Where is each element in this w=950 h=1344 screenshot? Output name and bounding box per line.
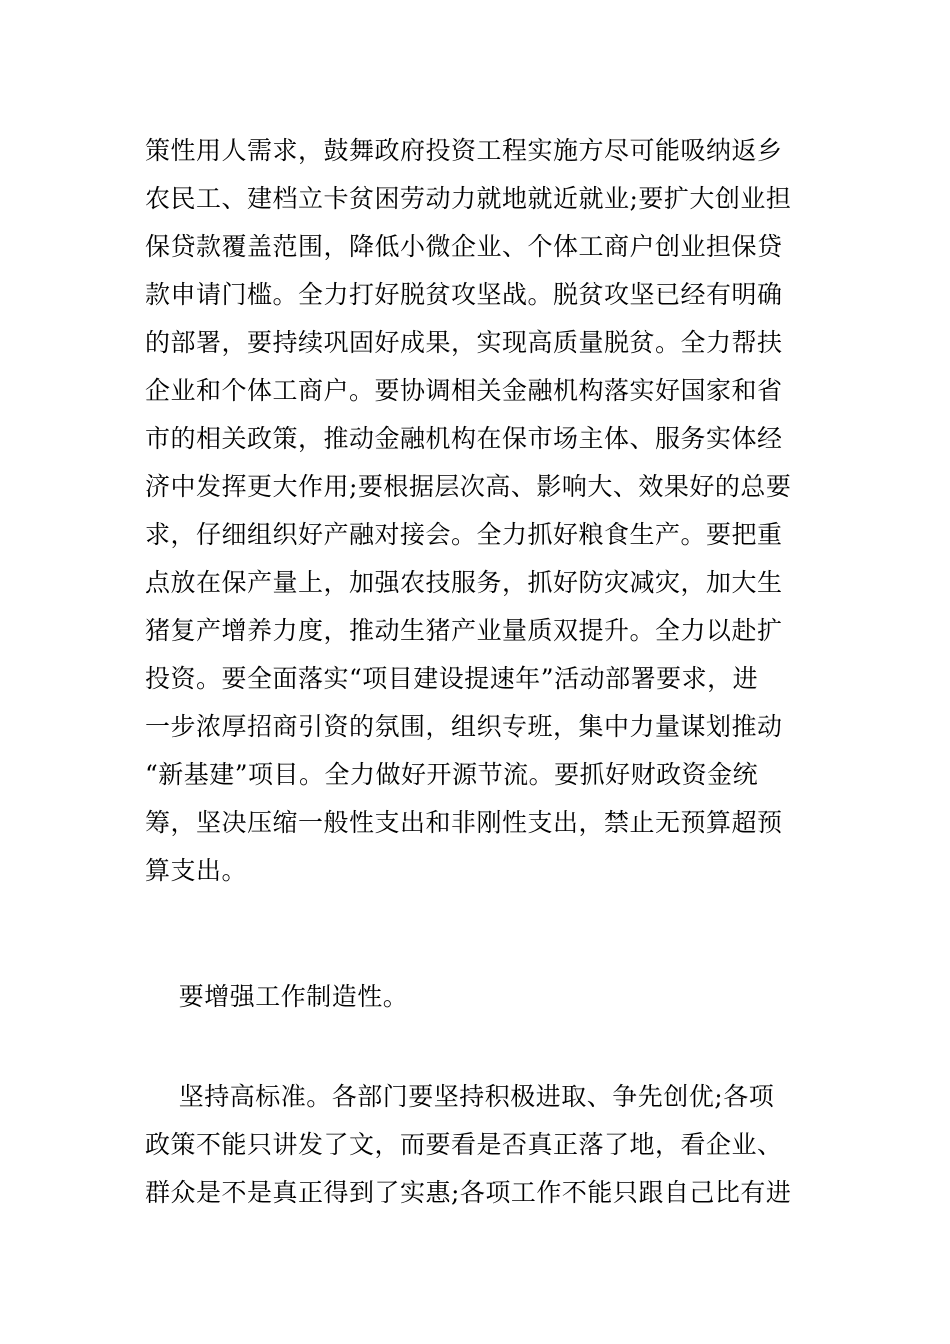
text-line: 济中发挥更大作用;要根据层次高、影响大、效果好的总要 (145, 472, 792, 501)
text-line: 点放在保产量上，加强农技服务，抓好防灾减灾，加大生 (145, 568, 783, 597)
text-line: 的部署，要持续巩固好成果，实现高质量脱贫。全力帮扶 (145, 328, 783, 357)
text-line: 筹，坚决压缩一般性支出和非刚性支出，禁止无预算超预 (145, 808, 783, 837)
text-line: 群众是不是真正得到了实惠;各项工作不能只跟自己比有进 (145, 1178, 792, 1207)
text-line: 算支出。 (145, 856, 248, 885)
text-line: “新基建”项目。全力做好开源节流。要抓好财政资金统 (145, 760, 759, 789)
paragraph-high-standards (145, 1073, 815, 1217)
text-line: 市的相关政策，推动金融机构在保市场主体、服务实体经 (145, 424, 783, 453)
section-heading-paragraph (145, 973, 815, 1021)
text-line: 策性用人需求，鼓舞政府投资工程实施方尽可能吸纳返乡 (145, 136, 783, 165)
paragraph-policy-measures (145, 127, 815, 895)
text-line: 企业和个体工商户。要协调相关金融机构落实好国家和省 (145, 376, 783, 405)
text-line: 款申请门槛。全力打好脱贫攻坚战。脱贫攻坚已经有明确 (145, 280, 783, 309)
text-line: 猪复产增养力度，推动生猪产业量质双提升。全力以赴扩 (145, 616, 783, 645)
text-line: 坚持高标准。各部门要坚持积极进取、争先创优;各项 (145, 1082, 775, 1111)
text-line: 投资。要全面落实“项目建设提速年”活动部署要求，进 (145, 664, 759, 693)
text-line: 保贷款覆盖范围，降低小微企业、个体工商户创业担保贷 (145, 232, 783, 261)
text-line: 求，仔细组织好产融对接会。全力抓好粮食生产。要把重 (145, 520, 783, 549)
text-line: 要增强工作制造性。 (145, 982, 409, 1011)
text-line: 政策不能只讲发了文，而要看是否真正落了地，看企业、 (145, 1130, 783, 1159)
text-line: 农民工、建档立卡贫困劳动力就地就近就业;要扩大创业担 (145, 184, 792, 213)
text-line: 一步浓厚招商引资的氛围，组织专班，集中力量谋划推动 (145, 712, 783, 741)
